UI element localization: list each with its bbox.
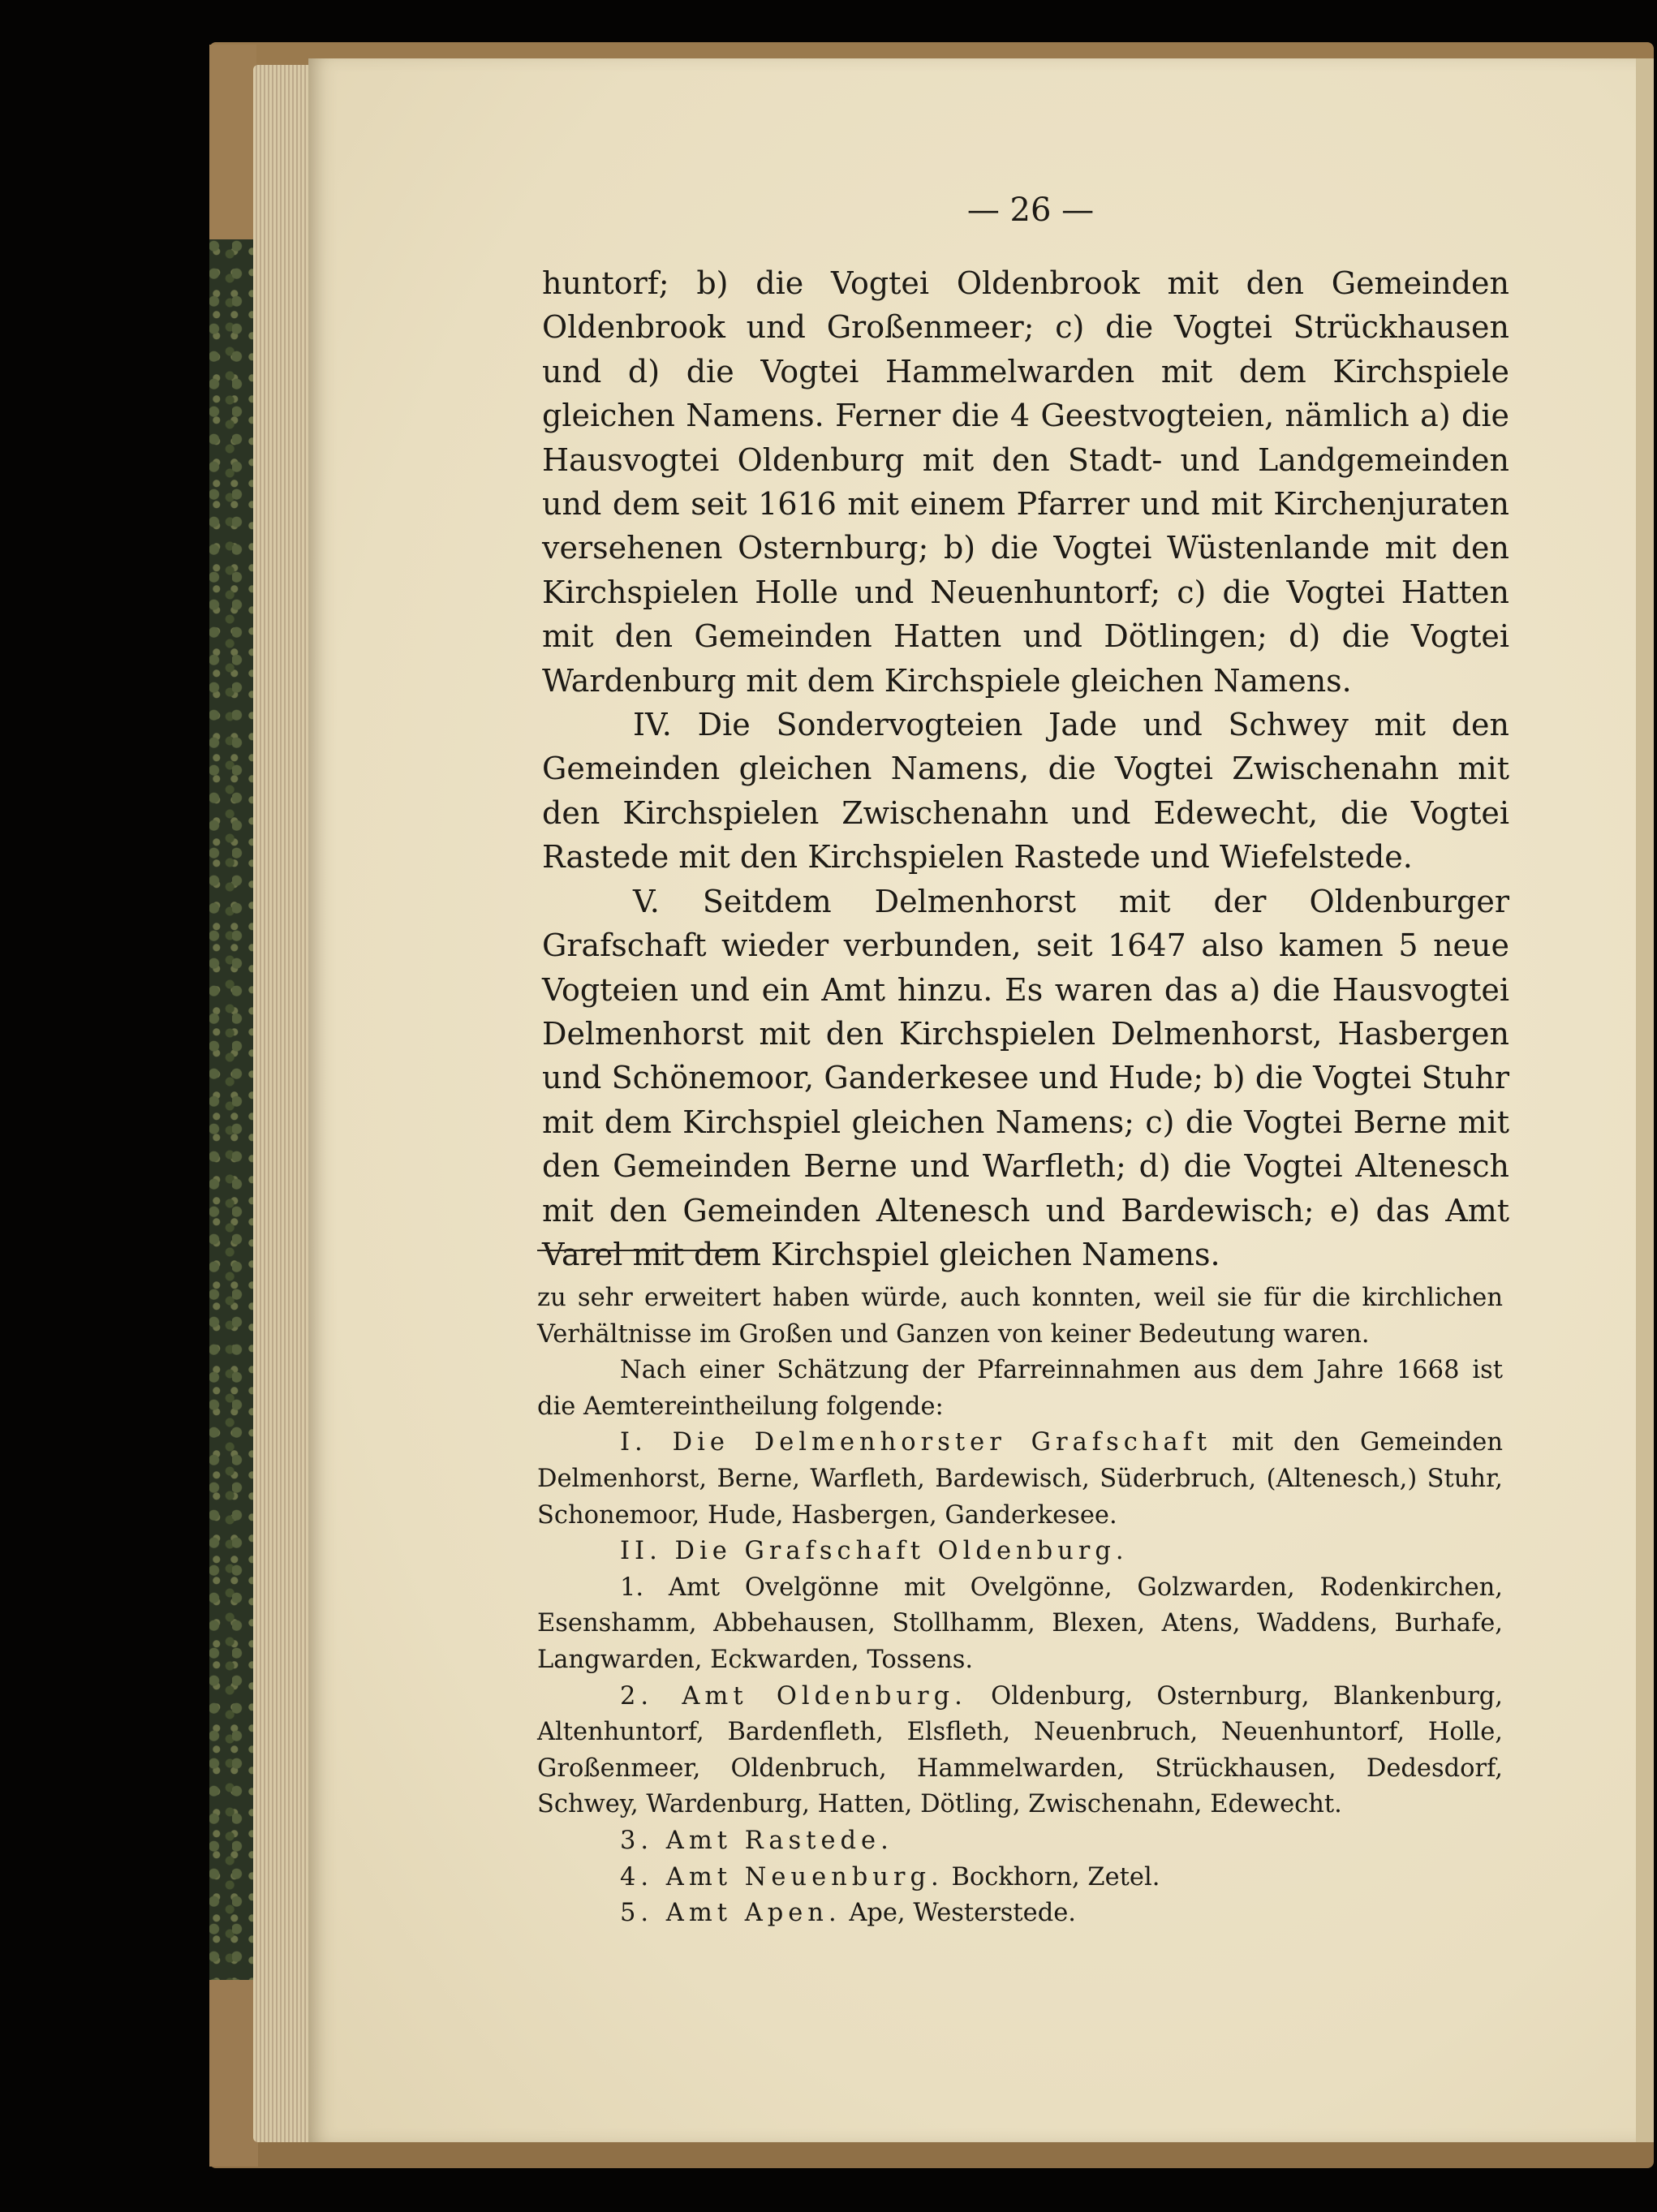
paragraph: V. Seitdem Delmenhorst mit der Oldenburger Grafschaft wieder verbunden, seit 1647 also kamen 5 neue Vogteien und ein Amt hinzu. Es waren das a) die Hausvogtei Delmenhorst mit den Kirchspielen Delmenhorst, Hasbergen und Schönemoor, Ganderkesee und Hude; b) die Vogtei Stuhr mit dem Kirchspiel gleichen Namens; c) die Vogtei Berne mit den Gemeinden Berne und Warfleth; d) die Vogtei Altenesch mit den Gemeinden Altenesch und Bardewisch; e) das Amt Varel mit dem Kirchspiel gleichen Namens. — [542, 883, 1509, 1272]
paragraph: IV. Die Sondervogteien Jade und Schwey mit den Gemeinden gleichen Namens, die Vogtei Zwischenahn mit den Kirchspielen Zwischenahn und Edewecht, die Vogtei Rastede mit den Kirchspielen Rastede und Wiefelstede. — [542, 707, 1509, 876]
section-heading: II. Die Grafschaft Oldenburg. — [620, 1537, 1129, 1566]
footnote-paragraph — [537, 1425, 1503, 1534]
cover-corner-bottom — [209, 1980, 258, 2167]
section-text: mit den Gemeinden Delmenhorst, Berne, Warfleth, Bardewisch, Süderbruch, (Altenesch,) Stuhr, Schonemoor, Hude, Hasbergen, Ganderkesee. — [537, 1428, 1503, 1530]
footnote-paragraph — [537, 1860, 1503, 1896]
main-text — [542, 261, 1509, 1276]
section-heading: 2. Amt Oldenburg. — [620, 1681, 967, 1711]
footnote-paragraph: 1. Amt Ovelgönne mit Ovelgönne, Golzwarden, Rodenkirchen, Esenshamm, Abbehausen, Stollhamm, Blexen, Atens, Waddens, Burhafe, Langwarden, Eckwarden, Tossens. — [537, 1573, 1503, 1674]
footnote-paragraph — [537, 1534, 1503, 1570]
section-heading: 5. Amt Apen. — [620, 1899, 841, 1928]
page-right-edge — [1636, 58, 1654, 2142]
footnote-paragraph: zu sehr erweitert haben würde, auch konnten, weil sie für die kirchlichen Verhältnisse im Großen und Ganzen von keiner Bedeutung waren. — [537, 1284, 1503, 1349]
page-number: — 26 — — [966, 192, 1095, 229]
paragraph: huntorf; b) die Vogtei Oldenbrook mit den Gemeinden Oldenbrook und Großenmeer; c) die Vogtei Strückhausen und d) die Vogtei Hammelwarden mit dem Kirchspiele gleichen Namens. Ferner die 4 Geestvogteien, nämlich a) die Hausvogtei Oldenburg mit den Stadt- und Landgemeinden und dem seit 1616 mit einem Pfarrer und mit Kirchenjuraten versehenen Osternburg; b) die Vogtei Wüstenlande mit den Kirchspielen Holle und Neuenhuntorf; c) die Vogtei Hatten mit den Gemeinden Hatten und Dötlingen; d) die Vogtei Wardenburg mit dem Kirchspiele gleichen Namens. — [542, 265, 1509, 699]
cover-corner-top — [209, 45, 256, 239]
section-text: Bockhorn, Zetel. — [943, 1862, 1160, 1891]
section-text: Oldenburg, Osternburg, Blankenburg, Altenhuntorf, Bardenfleth, Elsfleth, Neuenbruch, Neuenhuntorf, Holle, Großenmeer, Oldenbruch, Hammelwarden, Strückhausen, Dedesdorf, Schwey, Wardenburg, Hatten, Dötling, Zwischenahn, Edewecht. — [537, 1681, 1503, 1819]
footnote-paragraph — [537, 1896, 1503, 1932]
section-heading: I. Die Delmenhorster Grafschaft — [620, 1428, 1212, 1457]
footnote-paragraph — [537, 1823, 1503, 1860]
footnotes — [537, 1280, 1503, 1932]
footnote-paragraph — [537, 1679, 1503, 1823]
footnote-rule — [537, 1250, 756, 1251]
section-heading: 3. Amt Rastede. — [620, 1826, 893, 1855]
footnote-paragraph: Nach einer Schätzung der Pfarreinnahmen aus dem Jahre 1668 ist die Aemtereintheilung folgende: — [537, 1356, 1503, 1421]
section-heading: 4. Amt Neuenburg. — [620, 1862, 944, 1891]
section-text: Ape, Westerstede. — [841, 1899, 1077, 1928]
